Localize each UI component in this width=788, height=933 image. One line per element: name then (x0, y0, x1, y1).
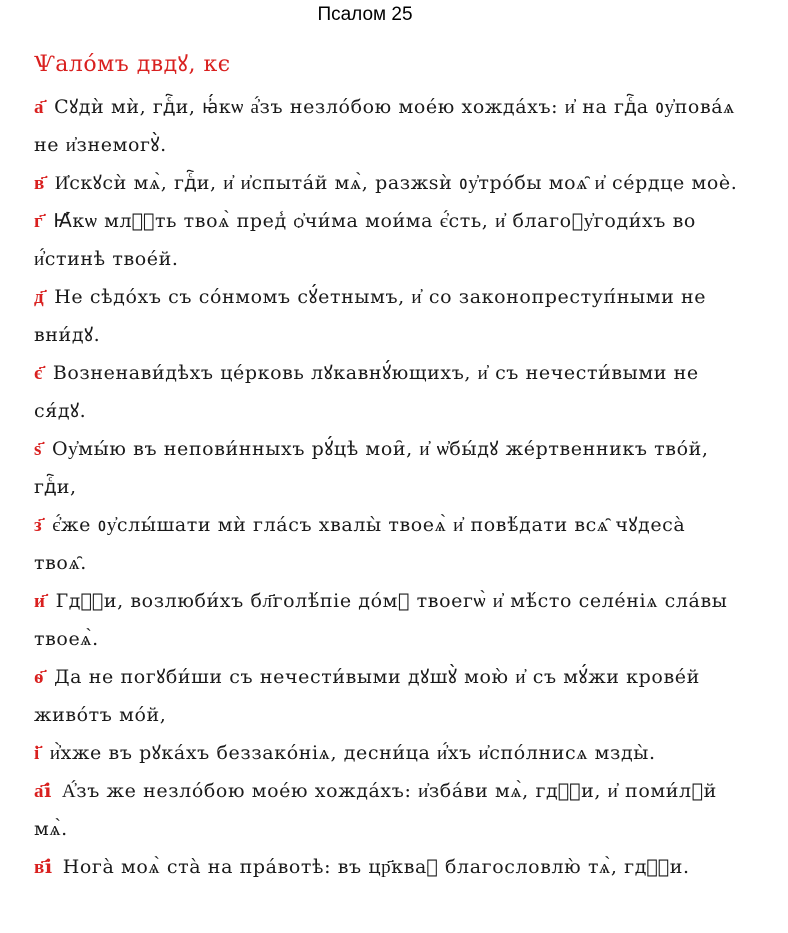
verse-number: з҃ (34, 514, 43, 536)
page-title: Псалом 25 (317, 4, 413, 25)
verse-number: и҃ (34, 590, 46, 612)
verse-text: и҆̀хже въ рꙋка́хъ беззако́ніѧ, десни́ца и҆́хъ и҆спо́лнисѧ мзды̀. (49, 742, 656, 764)
verse-number: ѳ҃ (34, 666, 45, 688)
verse-text: А҆́зъ же незло́бою мое́ю хожда́хъ: и҆зба́ви мѧ̀, гдⷭ҇и, и҆ поми́лꙋй мѧ̀. (34, 780, 717, 840)
verse-3 (34, 202, 744, 278)
verse-2 (34, 164, 744, 202)
verse-text: Ꙗ҆́кѡ млⷭ҇ть твоѧ̀ пред̾ ѻ҆чи́ма мои́ма є҆́сть, и҆ благоᲂу҆годи́хъ во и҆́стинѣ твое́й. (34, 210, 696, 270)
verse-text: Сꙋдѝ мѝ, гдⷭ҇и, ꙗ҆́кѡ а҆́зъ незло́бою мое́ю хожда́хъ: и҆ на гдⷭ҇а ᲂу҆пова́ѧ не и҆знемогꙋ̀. (34, 96, 735, 156)
verse-text: Нога̀ моѧ̀ ста̀ на пра́вотѣ: въ цр҃кваⷯ благословлю̀ тѧ̀, гдⷭ҇и. (62, 856, 690, 878)
verse-text: Гдⷭ҇и, возлюби́хъ бл҃голѣ́піе до́мꙋ твоегѡ̀ и҆ мѣ́сто селе́ніѧ сла́вы твоеѧ̀. (34, 590, 728, 650)
verse-10 (34, 734, 744, 772)
verse-text: є҆́же ᲂу҆слы́шати мѝ гла́съ хвалы̀ твоеѧ̀ и҆ повѣ́дати всѧ̑ чꙋдеса̀ твоѧ̑. (34, 514, 686, 574)
verse-list (34, 88, 744, 886)
verse-number: д҃ (34, 286, 45, 308)
verse-4 (34, 278, 744, 354)
verse-text: Возненави́дѣхъ це́рковь лꙋкавнꙋ́ющихъ, и҆ съ нечести́выми не ся́дꙋ. (34, 362, 699, 422)
verse-text: Не сѣдо́хъ съ со́нмомъ сꙋ́етнымъ, и҆ со законопреступ́ными не вни́дꙋ. (34, 286, 707, 346)
verse-text: И҆скꙋсѝ мѧ̀, гдⷭ҇и, и҆ и҆спыта́й мѧ̀, разжѕѝ ᲂу҆тро́бы моѧ̑ и҆ се́рдце моѐ. (54, 172, 738, 194)
verse-number: є҃ (34, 362, 43, 384)
verse-12 (34, 848, 744, 886)
verse-text: Оу҆мы́ю въ непови́нныхъ рꙋ́цѣ мои̑, и҆ ѡ҆бы́дꙋ же́ртвенникъ тво́й, гдⷭ҇и, (34, 438, 709, 498)
verse-number: в҃ (34, 172, 45, 194)
verse-5 (34, 354, 744, 430)
verse-6 (34, 430, 744, 506)
psalm-heading: Ѱалóмъ двдꙋ, кє (34, 52, 231, 77)
verse-1 (34, 88, 744, 164)
verse-number: а҃і (34, 780, 52, 802)
verse-8 (34, 582, 744, 658)
verse-number: а҃ (34, 96, 45, 118)
verse-9 (34, 658, 744, 734)
verse-number: в҃і (34, 856, 53, 878)
verse-number: г҃ (34, 210, 44, 232)
verse-number: ѕ҃ (34, 438, 42, 460)
verse-number: і҃ (34, 742, 40, 764)
verse-11 (34, 772, 744, 848)
verse-7 (34, 506, 744, 582)
verse-text: Да не погꙋби́ши съ нечести́выми дꙋшꙋ̀ мою̀ и҆ съ мꙋ́жи крове́й живо́тъ мо́й, (34, 666, 700, 726)
